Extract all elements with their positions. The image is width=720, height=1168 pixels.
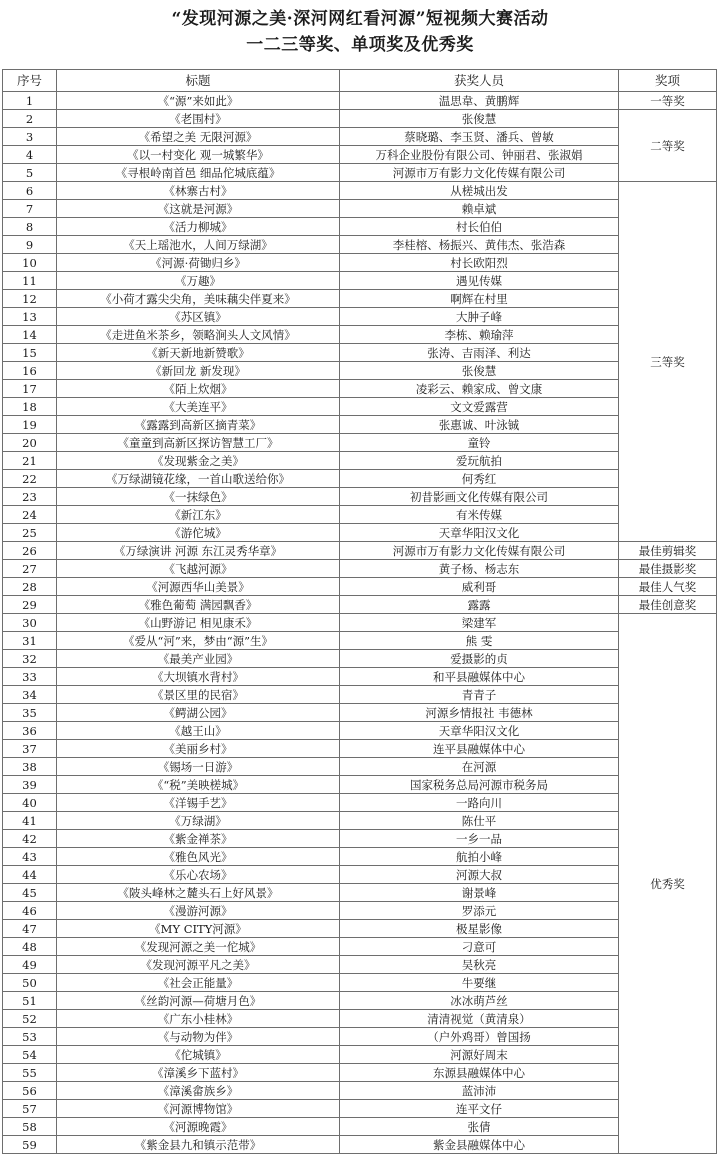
row-title: 《漳溪畲族乡》 [57,1082,340,1100]
table-row [3,218,717,236]
table-row [3,848,717,866]
table-row [3,110,717,128]
row-title: 《山野游记 相见康禾》 [57,614,340,632]
table-row [3,416,717,434]
table-header-row [3,70,717,92]
row-number: 5 [3,164,57,182]
row-title: 《佗城镇》 [57,1046,340,1064]
row-title: 《以一村变化 观一城繁华》 [57,146,340,164]
table-row [3,272,717,290]
table-row [3,1046,717,1064]
award-category: 一等奖 [619,92,717,110]
table-row [3,758,717,776]
row-title: 《新江东》 [57,506,340,524]
row-number: 9 [3,236,57,254]
row-title: 《万趣》 [57,272,340,290]
row-number: 50 [3,974,57,992]
row-number: 4 [3,146,57,164]
row-number: 54 [3,1046,57,1064]
row-number: 1 [3,92,57,110]
row-number: 29 [3,596,57,614]
table-row [3,1028,717,1046]
row-winner: 一乡一品 [340,830,619,848]
row-number: 20 [3,434,57,452]
page-subtitle: 一二三等奖、单项奖及优秀奖 [246,35,474,55]
award-category: 最佳创意奖 [619,596,717,614]
row-title: 《活力柳城》 [57,218,340,236]
row-title: 《林寨古村》 [57,182,340,200]
row-winner: 牛要继 [340,974,619,992]
row-number: 12 [3,290,57,308]
row-title: 《万绿湖镜花缘，一首山歌送给你》 [57,470,340,488]
row-number: 30 [3,614,57,632]
row-winner: 东源县融媒体中心 [340,1064,619,1082]
row-title: 《美丽乡村》 [57,740,340,758]
row-number: 15 [3,344,57,362]
row-winner: 熊 雯 [340,632,619,650]
row-number: 17 [3,380,57,398]
row-title: 《飞越河源》 [57,560,340,578]
row-winner: 从槎城出发 [340,182,619,200]
row-number: 10 [3,254,57,272]
row-number: 25 [3,524,57,542]
row-number: 38 [3,758,57,776]
row-number: 46 [3,902,57,920]
row-winner: 天章华阳汉文化 [340,524,619,542]
table-row [3,704,717,722]
row-number: 39 [3,776,57,794]
header-number: 序号 [3,70,57,92]
row-winner: 文文爱露营 [340,398,619,416]
table-row [3,794,717,812]
table-row [3,200,717,218]
row-winner: 国家税务总局河源市税务局 [340,776,619,794]
row-winner: 吴秋亮 [340,956,619,974]
table-row [3,578,717,596]
row-winner: 李桂榕、杨振兴、黄伟杰、张浩森 [340,236,619,254]
table-row [3,146,717,164]
row-title: 《走进鱼米茶乡，领略涧头人文风情》 [57,326,340,344]
row-winner: 河源好周末 [340,1046,619,1064]
row-number: 44 [3,866,57,884]
row-title: 《漫游河源》 [57,902,340,920]
table-row [3,1082,717,1100]
header-award: 奖项 [619,70,717,92]
row-number: 49 [3,956,57,974]
row-winner: 和平县融媒体中心 [340,668,619,686]
row-number: 3 [3,128,57,146]
table-row [3,182,717,200]
row-winner: 张俊慧 [340,362,619,380]
row-winner: 刁意可 [340,938,619,956]
row-title: 《鳄湖公园》 [57,704,340,722]
row-number: 7 [3,200,57,218]
row-winner: 蓝沛沛 [340,1082,619,1100]
row-winner: 温思韋、黄鹏辉 [340,92,619,110]
row-number: 51 [3,992,57,1010]
row-number: 42 [3,830,57,848]
row-number: 55 [3,1064,57,1082]
row-winner: 凌彩云、赖家成、曾文康 [340,380,619,398]
table-row [3,956,717,974]
row-title: 《陂头峰林之麓头石上好风景》 [57,884,340,902]
row-winner: 河源乡情报社 韦德林 [340,704,619,722]
row-winner: 冰冰萌芦丝 [340,992,619,1010]
row-winner: 连平文仔 [340,1100,619,1118]
row-number: 57 [3,1100,57,1118]
row-title: 《万绿湖》 [57,812,340,830]
row-number: 40 [3,794,57,812]
table-row [3,542,717,560]
row-winner: 河源市万有影力文化传媒有限公司 [340,542,619,560]
row-title: 《一抹绿色》 [57,488,340,506]
table-body [3,92,717,1154]
title-block [0,0,720,68]
row-winner: 清清视觉（黄清泉） [340,1010,619,1028]
row-winner: 谢景峰 [340,884,619,902]
row-winner: 天章华阳汉文化 [340,722,619,740]
row-winner: 李栋、赖瑜萍 [340,326,619,344]
row-winner: 青青子 [340,686,619,704]
row-title: 《锡场一日游》 [57,758,340,776]
row-title: 《童童到高新区探访智慧工厂》 [57,434,340,452]
table-row [3,866,717,884]
row-number: 35 [3,704,57,722]
row-number: 11 [3,272,57,290]
award-category: 二等奖 [619,110,717,182]
row-number: 18 [3,398,57,416]
row-winner: 赖卓斌 [340,200,619,218]
table-row [3,614,717,632]
row-number: 28 [3,578,57,596]
row-title: 《最美产业园》 [57,650,340,668]
row-number: 8 [3,218,57,236]
row-winner: 啊辉在村里 [340,290,619,308]
row-winner: 威利哥 [340,578,619,596]
row-title: 《河源晚霞》 [57,1118,340,1136]
row-number: 41 [3,812,57,830]
table-row [3,560,717,578]
table-row [3,722,717,740]
row-winner: 张惠诚、叶泳铖 [340,416,619,434]
row-title: 《陌上炊烟》 [57,380,340,398]
row-winner: 蔡晓璐、李玉贤、潘兵、曾敏 [340,128,619,146]
table-row [3,452,717,470]
table-row [3,938,717,956]
row-title: 《景区里的民宿》 [57,686,340,704]
award-category: 三等奖 [619,182,717,542]
table-row [3,686,717,704]
row-title: 《大坝镇水背村》 [57,668,340,686]
row-title: 《苏区镇》 [57,308,340,326]
row-winner: 在河源 [340,758,619,776]
row-winner: 河源市万有影力文化传媒有限公司 [340,164,619,182]
row-title: 《越王山》 [57,722,340,740]
table-row [3,650,717,668]
row-title: 《洋锡手艺》 [57,794,340,812]
row-number: 53 [3,1028,57,1046]
row-number: 26 [3,542,57,560]
award-category: 最佳剪辑奖 [619,542,717,560]
table-row [3,974,717,992]
table-row [3,506,717,524]
row-title: 《河源西华山美景》 [57,578,340,596]
row-winner: 村长伯伯 [340,218,619,236]
row-winner: 何秀红 [340,470,619,488]
award-category: 优秀奖 [619,614,717,1154]
row-title: 《游佗城》 [57,524,340,542]
award-category: 最佳摄影奖 [619,560,717,578]
row-title: 《爱从“河”来，梦由“源”生》 [57,632,340,650]
row-title: 《发现河源平凡之美》 [57,956,340,974]
row-winner: 村长欧阳烈 [340,254,619,272]
table-row [3,398,717,416]
table-row [3,236,717,254]
table-row [3,992,717,1010]
row-winner: 航拍小峰 [340,848,619,866]
row-winner: 万科企业股份有限公司、钟丽君、张淑娟 [340,146,619,164]
table-row [3,128,717,146]
table-row [3,596,717,614]
row-number: 37 [3,740,57,758]
row-title: 《乐心农场》 [57,866,340,884]
awards-table [2,69,717,1154]
row-winner: 极星影像 [340,920,619,938]
row-number: 13 [3,308,57,326]
table-row [3,164,717,182]
row-title: 《广东小桂林》 [57,1010,340,1028]
row-winner: 张倩 [340,1118,619,1136]
row-winner: 遇见传媒 [340,272,619,290]
row-number: 48 [3,938,57,956]
row-number: 59 [3,1136,57,1154]
row-title: 《发现紫金之美》 [57,452,340,470]
table-row [3,488,717,506]
table-row [3,1010,717,1028]
table-row [3,884,717,902]
table-row [3,632,717,650]
row-winner: 爱玩航拍 [340,452,619,470]
table-row [3,380,717,398]
table-row [3,1064,717,1082]
row-number: 33 [3,668,57,686]
row-number: 43 [3,848,57,866]
row-winner: 张俊慧 [340,110,619,128]
row-number: 19 [3,416,57,434]
row-title: 《小荷才露尖尖角，美味藕尖伴夏来》 [57,290,340,308]
row-title: 《希望之美 无限河源》 [57,128,340,146]
row-title: 《“源”来如此》 [57,92,340,110]
table-row [3,740,717,758]
table-row [3,326,717,344]
table-row [3,1100,717,1118]
row-number: 6 [3,182,57,200]
row-winner: 罗添元 [340,902,619,920]
row-winner: 紫金县融媒体中心 [340,1136,619,1154]
table-row [3,434,717,452]
row-title: 《紫金县九和镇示范带》 [57,1136,340,1154]
table-row [3,830,717,848]
table-row [3,362,717,380]
row-number: 52 [3,1010,57,1028]
row-number: 31 [3,632,57,650]
row-winner: 有米传媒 [340,506,619,524]
table-row [3,524,717,542]
row-winner: 陈仕平 [340,812,619,830]
row-winner: 童铃 [340,434,619,452]
row-winner: 初昔影画文化传媒有限公司 [340,488,619,506]
table-row [3,308,717,326]
table-row [3,920,717,938]
row-winner: 一路向川 [340,794,619,812]
row-title: 《河源博物馆》 [57,1100,340,1118]
page-title: “发现河源之美·深河网红看河源”短视频大赛活动 [171,9,549,29]
row-title: 《漳溪乡下蓝村》 [57,1064,340,1082]
row-number: 34 [3,686,57,704]
table-row [3,1118,717,1136]
row-title: 《新天新地新赞歌》 [57,344,340,362]
row-number: 58 [3,1118,57,1136]
table-row [3,290,717,308]
row-number: 23 [3,488,57,506]
table-row [3,902,717,920]
row-title: 《社会正能量》 [57,974,340,992]
row-title: 《MY CITY河源》 [57,920,340,938]
row-number: 27 [3,560,57,578]
row-title: 《露露到高新区摘青菜》 [57,416,340,434]
row-winner: 连平县融媒体中心 [340,740,619,758]
row-winner: 大肿子峰 [340,308,619,326]
row-number: 14 [3,326,57,344]
row-number: 45 [3,884,57,902]
row-winner: 露露 [340,596,619,614]
row-number: 22 [3,470,57,488]
row-winner: （户外鸡哥）曾国扬 [340,1028,619,1046]
row-number: 2 [3,110,57,128]
table-row [3,668,717,686]
row-title: 《天上瑶池水，人间万绿湖》 [57,236,340,254]
row-title: 《寻根岭南首邑 细品佗城底蕴》 [57,164,340,182]
row-number: 21 [3,452,57,470]
row-number: 47 [3,920,57,938]
row-number: 24 [3,506,57,524]
header-title: 标题 [57,70,340,92]
row-title: 《万绿演讲 河源 东江灵秀华章》 [57,542,340,560]
row-title: 《紫金禅茶》 [57,830,340,848]
table-row [3,1136,717,1154]
row-title: 《河源·荷锄归乡》 [57,254,340,272]
table-row [3,92,717,110]
row-winner: 黄子杨、杨志东 [340,560,619,578]
row-title: 《“税”美映槎城》 [57,776,340,794]
row-number: 56 [3,1082,57,1100]
row-winner: 梁建军 [340,614,619,632]
row-title: 《与动物为伴》 [57,1028,340,1046]
row-number: 16 [3,362,57,380]
row-winner: 张涛、吉雨泽、利达 [340,344,619,362]
row-title: 《这就是河源》 [57,200,340,218]
table-row [3,776,717,794]
award-category: 最佳人气奖 [619,578,717,596]
row-title: 《大美连平》 [57,398,340,416]
row-number: 36 [3,722,57,740]
row-title: 《发现河源之美一佗城》 [57,938,340,956]
row-title: 《雅色葡萄 满园飘香》 [57,596,340,614]
row-title: 《丝韵河源—荷塘月色》 [57,992,340,1010]
table-row [3,254,717,272]
table-row [3,470,717,488]
row-title: 《老围村》 [57,110,340,128]
row-winner: 爱摄影的贞 [340,650,619,668]
header-winner: 获奖人员 [340,70,619,92]
row-number: 32 [3,650,57,668]
table-row [3,812,717,830]
row-title: 《雅色风光》 [57,848,340,866]
table-row [3,344,717,362]
row-winner: 河源大叔 [340,866,619,884]
row-title: 《新回龙 新发现》 [57,362,340,380]
